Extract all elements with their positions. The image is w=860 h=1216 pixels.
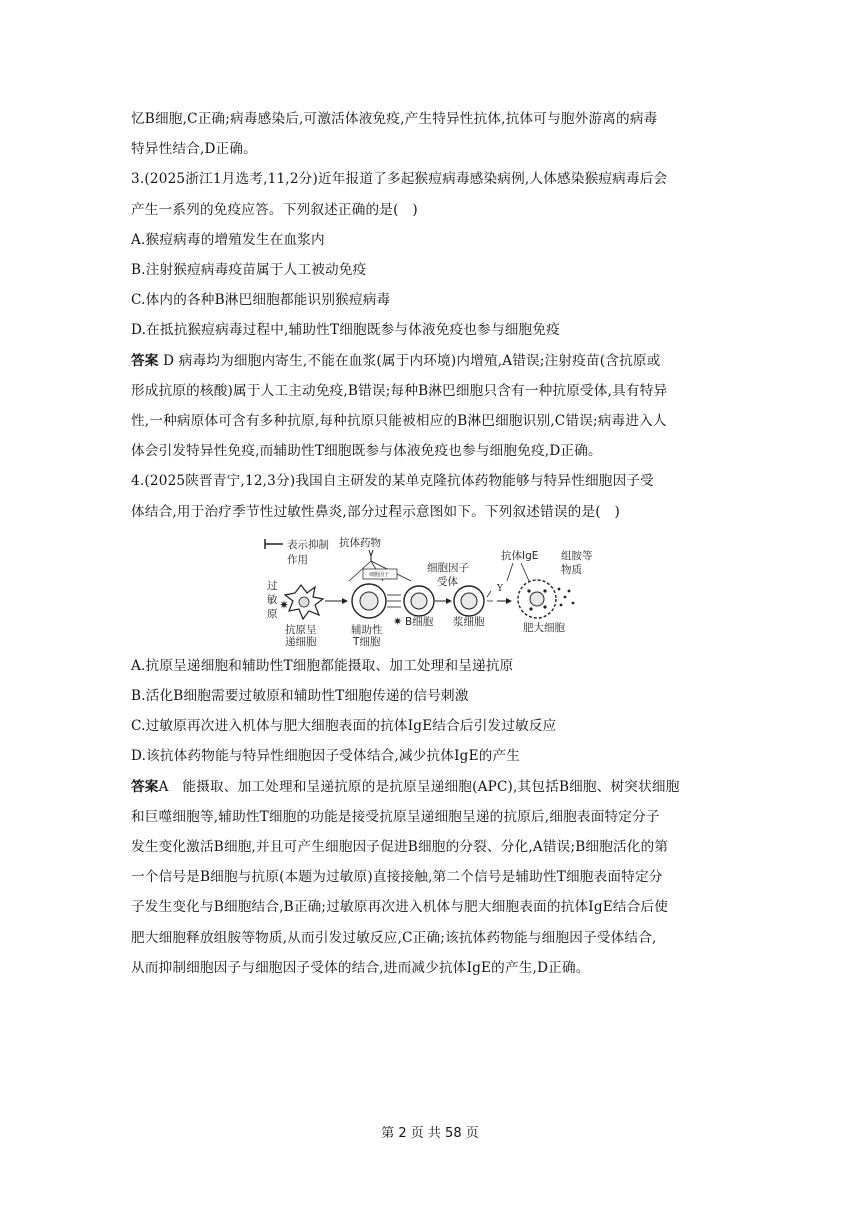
allergen-label: 过 <box>267 579 278 592</box>
allergen-label: 原 <box>267 607 278 620</box>
answer-text: D 病毒均为细胞内寄生,不能在血浆(属于内环境)内增殖,A错误;注射疫苗(含抗原或 <box>158 352 661 369</box>
answer-text: 肥大细胞释放组胺等物质,从而引发过敏反应,C正确;该抗体药物能与细胞因子受体结合, <box>131 929 657 946</box>
text-line: 特异性结合,D正确。 <box>131 141 257 158</box>
option-b: B.活化B细胞需要过敏原和辅助性T细胞传递的信号刺激 <box>131 688 469 705</box>
question-4 <box>131 466 731 983</box>
option-d: D.在抵抗猴痘病毒过程中,辅助性T细胞既参与体液免疫也参与细胞免疫 <box>131 322 560 339</box>
answer-text: 从而抑制细胞因子与细胞因子受体的结合,进而减少抗体IgE的产生,D正确。 <box>131 959 590 976</box>
ige-label: 抗体IgE <box>501 549 539 562</box>
option-c: C.过敏原再次进入机体与肥大细胞表面的抗体IgE结合后引发过敏反应 <box>131 718 557 735</box>
answer-line <box>131 772 731 802</box>
option-c: C.体内的各种B淋巴细胞都能识别猴痘病毒 <box>131 292 391 309</box>
cytokine-receptor-label: 细胞因子 <box>427 561 469 574</box>
small-tag-label: 细胞因子 <box>369 571 390 578</box>
page-footer: 第 2 页 共 58 页 <box>381 1126 479 1141</box>
answer-text: 性,一种病原体可含有多种抗原,每种抗原只能被相应的B淋巴细胞识别,C错误;病毒进入人 <box>131 413 667 430</box>
histamine-label: 物质 <box>561 563 582 576</box>
histamine-label: 组胺等 <box>561 549 593 562</box>
allergen-icon: ✷ <box>279 597 290 612</box>
answer-text: 形成抗原的核酸)属于人工主动免疫,B错误;每种B淋巴细胞只含有一种抗原受体,具有特异 <box>131 382 668 399</box>
answer-line <box>131 346 731 376</box>
text-line: 忆B细胞,C正确;病毒感染后,可激活体液免疫,产生特异性抗体,抗体可与胞外游离的病毒 <box>131 111 658 127</box>
antibody-icon <box>369 550 373 561</box>
answer-text: 一个信号是B细胞与抗原(本题为过敏原)直接接触,第二个信号是辅助性T细胞表面特定分 <box>131 869 663 886</box>
question-stem: 产生一系列的免疫应答。下列叙述正确的是( ) <box>131 201 418 218</box>
question-3 <box>131 164 731 466</box>
question-stem: 4.(2025陕晋青宁,12,3分)我国自主研发的某单克隆抗体药物能够与特异性细胞因子受 <box>131 473 654 490</box>
answer-label: 答案 <box>131 352 159 369</box>
th-label: T细胞 <box>353 635 381 648</box>
diagram-svg <box>261 533 601 648</box>
page-content <box>131 104 731 983</box>
apc-label: 递细胞 <box>285 635 317 648</box>
drug-label: 抗体药物 <box>339 536 381 549</box>
cytokine-receptor-label: 受体 <box>437 575 458 588</box>
answer-text: A 能摄取、加工处理和呈递抗原的是抗原呈递细胞(APC),其包括B细胞、树突状细胞 <box>158 778 680 795</box>
question-stem: 体结合,用于治疗季节性过敏性鼻炎,部分过程示意图如下。下列叙述错误的是( ) <box>131 503 621 520</box>
plasma-label: 浆细胞 <box>453 615 485 628</box>
allergen-label: 敏 <box>267 593 278 606</box>
option-a: A.猴痘病毒的增殖发生在血浆内 <box>131 231 325 248</box>
svg-text:Y: Y <box>497 583 503 594</box>
legend-label: 表示抑制 <box>287 538 329 551</box>
svg-text:✷: ✷ <box>393 614 403 628</box>
answer-text: 和巨噬细胞等,辅助性T细胞的功能是接受抗原呈递细胞呈递的抗原后,细胞表面特定分子 <box>131 808 660 825</box>
mast-cell-label: 肥大细胞 <box>523 621 565 634</box>
answer-text: 发生变化激活B细胞,并且可产生细胞因子促进B细胞的分裂、分化,A错误;B细胞活化的第 <box>131 839 669 856</box>
option-b: B.注射猴痘病毒疫苗属于人工被动免疫 <box>131 262 367 279</box>
th-label: 辅助性 <box>351 623 383 636</box>
question-stem: 3.(2025浙江1月选考,11,2分)近年报道了多起猴痘病毒感染病例,人体感染猴痘病毒后会 <box>131 171 668 188</box>
b-cell-label: B细胞 <box>405 615 434 628</box>
legend-label: 作用 <box>287 553 308 566</box>
option-d: D.该抗体药物能与特异性细胞因子受体结合,减少抗体IgE的产生 <box>131 748 521 765</box>
answer-text: 体会引发特异性免疫,而辅助性T细胞既参与体液免疫也参与细胞免疫,D正确。 <box>131 443 602 460</box>
answer-label: 答案 <box>131 778 159 795</box>
immune-diagram <box>131 533 731 648</box>
answer-text: 子发生变化与B细胞结合,B正确;过敏原再次进入机体与肥大细胞表面的抗体IgE结合后使 <box>131 899 669 916</box>
apc-label: 抗原呈 <box>285 623 317 636</box>
option-a: A.抗原呈递细胞和辅助性T细胞都能摄取、加工处理和呈递抗原 <box>131 657 514 674</box>
